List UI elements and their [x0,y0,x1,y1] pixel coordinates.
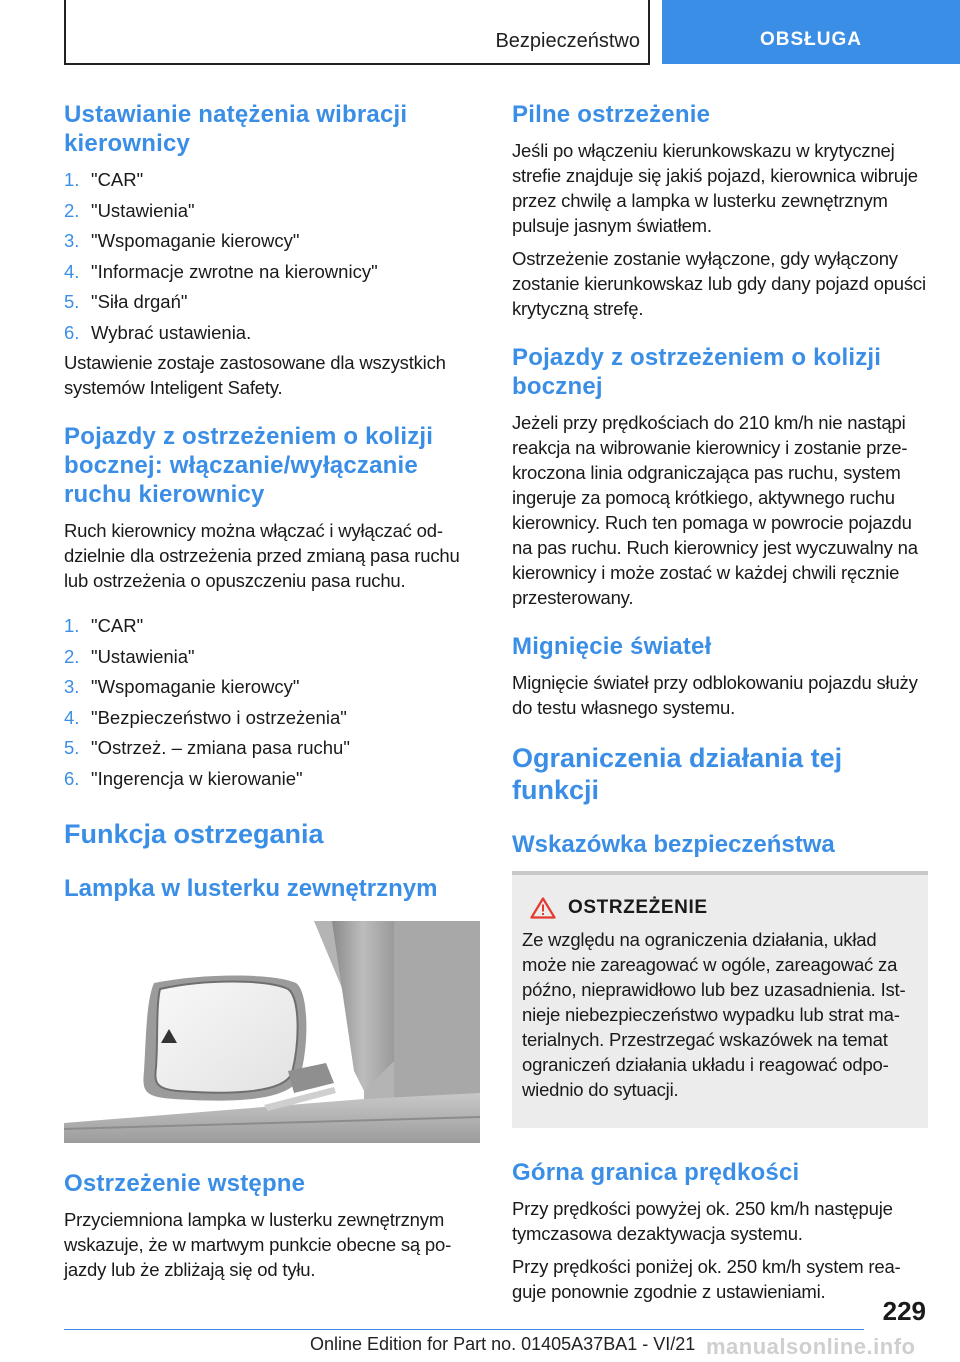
steps-side-collision [64,613,480,791]
list-item: 4. "Informacje zwrotne na kierownicy" [64,260,378,282]
paragraph-steering-toggle: Ruch kierownicy można włączać i wyłączać oddzielnie dla ostrzeżenia przed zmianą pasa ruchu lub ostrzeżenia o opuszczeniu pasa ruchu. [64,520,460,591]
list-item: 5. "Ostrzeż. – zmiana pasa ruchu" [64,737,350,758]
header-right-rule [648,0,650,64]
paragraph-urgent-warning-1: Jeśli po włączeniu kierunkowskazu w krytycznej strefie znajduje się jakiś pojazd, kierownica wibruje przez chwilę a lampka w lusterku zewnętrznym pulsuje jasnym światłem. [512,140,918,236]
footer-edition: Online Edition for Part no. 01405A37BA1 - VI/21 [310,1334,696,1354]
header-bottom-rule [64,63,650,65]
list-item: 3. "Wspomaganie kierowcy" [64,676,300,697]
heading-urgent-warning: Pilne ostrzeżenie [512,101,711,128]
heading-function-limits: Ograniczenia działania tej funkcji [512,743,843,805]
left-column [64,100,480,1290]
list-item: 4. "Bezpieczeństwo i ostrzeżenia" [64,706,347,728]
warning-heading [530,897,916,919]
list-item: 6. "Ingerencja w kierowanie" [64,767,303,789]
heading-warning-function: Funkcja ostrzegania [64,819,324,849]
page-number: 229 [882,1296,926,1326]
paragraph-pre-warning: Przyciemniona lampka w lusterku zewnętrznym wskazuje, że w martwym punkcie obecne są pojazdy lub że zbliżają się od tyłu. [64,1209,452,1280]
mirror-illustration [64,921,480,1143]
list-item: 1. "CAR" [64,615,144,636]
footer-rule [64,1329,864,1330]
list-item: 2. "Ustawienia" [64,645,195,667]
header-section-title: Bezpieczeństwo [495,30,640,52]
heading-speed-limit: Górna granica prędkości [512,1159,800,1186]
heading-pre-warning: Ostrzeżenie wstępne [64,1170,306,1197]
right-column [512,100,928,1312]
paragraph-settings-applied: Ustawienie zostaje zastosowane dla wszystkich systemów Inteligent Safety. [64,352,446,398]
heading-vibration-intensity: Ustawianie natężenia wibracji kierownicy [64,101,408,157]
list-item: 3. "Wspomaganie kierowcy" [64,230,300,251]
heading-side-collision-toggle: Pojazdy z ostrzeżeniem o kolizji bocznej: włączanie/wyłączanie ruchu kierownicy [64,423,434,508]
heading-side-collision: Pojazdy z ostrzeżeniem o kolizji bocznej [512,344,882,400]
header-left-rule [64,0,66,64]
steps-vibration-intensity [64,167,480,345]
warning-label: OSTRZEŻENIE [568,897,708,918]
warning-triangle-icon [530,897,556,919]
paragraph-side-collision: Jeżeli przy prędkościach do 210 km/h nie nastąpi reakcja na wibrowanie kierownicy i zostanie przekroczona linia odgraniczająca pas ruchu, system ingeruje za pomocą krótkiego, aktywnego ruchu kierownicy. Ruch ten pomaga w powrocie pojazdu na pas ruchu. Ruch kierownicy jest wyczuwalny na kierownicy i może zostać w każdej chwili ręcznie przesterowany. [512,412,918,608]
warning-text: Ze względu na ograniczenia działania, układ może nie zareagować w ogóle, zareagować za późno, nieprawidłowo lub bez uzasadnienia. Istnieje niebezpieczeństwo wypadku lub strat materialnych. Przestrzegać wskazówek na temat ograniczeń działania układu i reagować odpowiednio do sytuacji. [522,929,906,1100]
list-item: 6. Wybrać ustawienia. [64,321,252,343]
list-item: 1. "CAR" [64,169,144,190]
watermark-brand: manualsonline.info [706,1334,916,1359]
list-item: 5. "Siła drgań" [64,291,188,312]
heading-safety-note: Wskazówka bezpieczeństwa [512,831,835,858]
warning-box [512,871,928,1128]
paragraph-speed-limit-1: Przy prędkości powyżej ok. 250 km/h następuje tymczasowa dezaktywacja systemu. [512,1198,893,1244]
paragraph-light-flash: Mignięcie świateł przy odblokowaniu pojazdu służy do testu własnego systemu. [512,672,918,718]
heading-mirror-lamp: Lampka w lusterku zewnętrznym [64,875,438,902]
heading-light-flash: Mignięcie świateł [512,633,712,660]
paragraph-speed-limit-2: Przy prędkości poniżej ok. 250 km/h system reaguje ponownie zgodnie z ustawieniami. [512,1256,901,1302]
paragraph-urgent-warning-2: Ostrzeżenie zostanie wyłączone, gdy wyłączony zostanie kierunkowskaz lub gdy dany pojazd opuści krytyczną strefę. [512,248,926,319]
header-chapter-tab[interactable]: OBSŁUGA [662,0,960,64]
list-item: 2. "Ustawienia" [64,199,195,221]
